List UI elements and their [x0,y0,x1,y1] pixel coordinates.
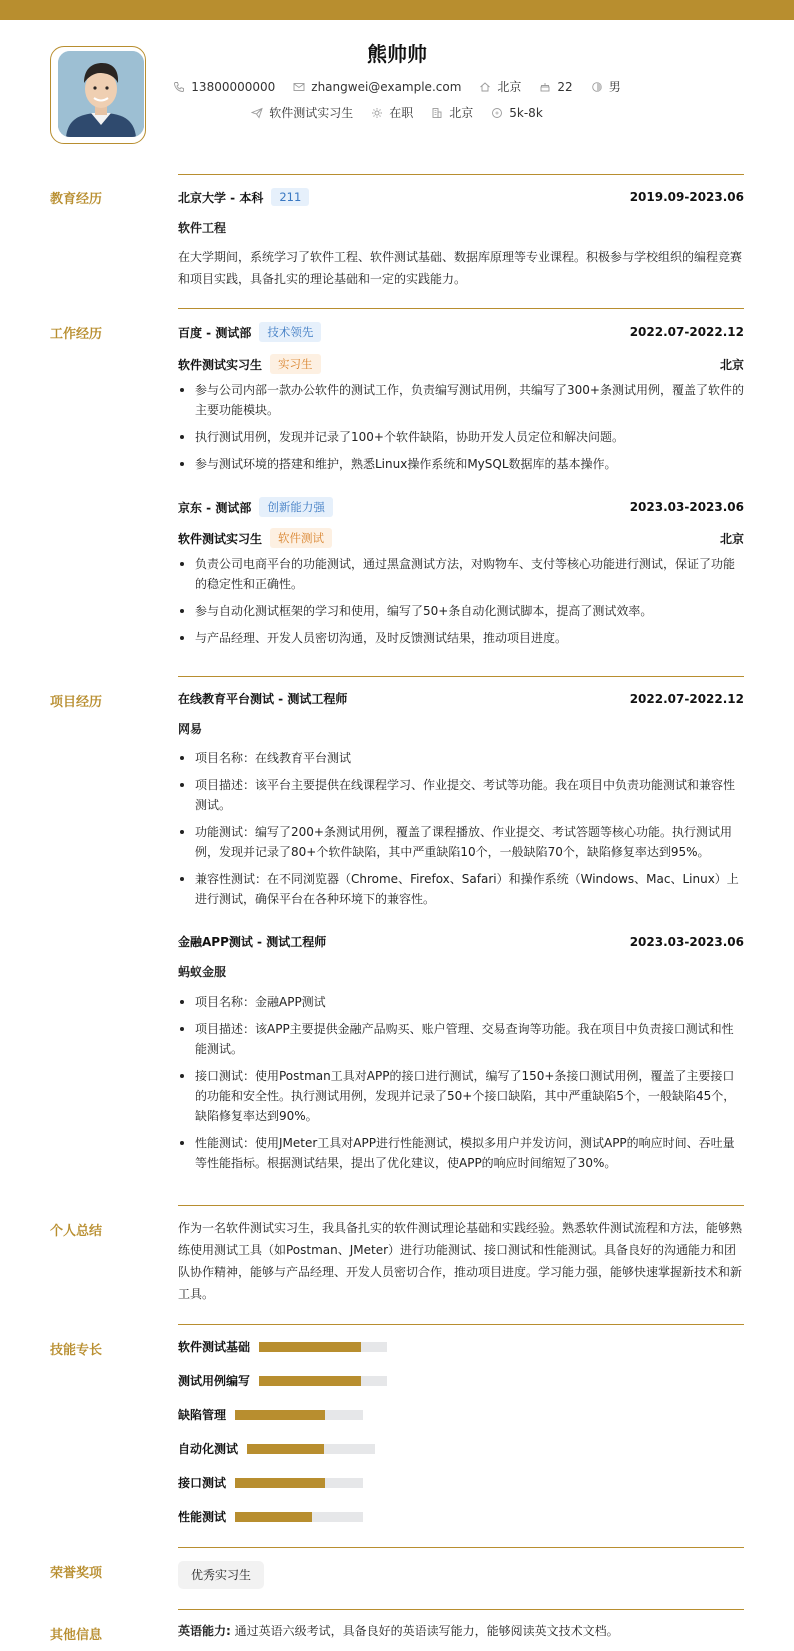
section-title-other: 其他信息 [50,1628,103,1643]
list-item: 参与测试环境的搭建和维护，熟悉Linux操作系统和MySQL数据库的基本操作。 [178,454,744,474]
home-icon [479,81,491,93]
building-icon [431,107,443,119]
education-description: 在大学期间，系统学习了软件工程、软件测试基础、数据库原理等专业课程。积极参与学校组织的编程竞赛和项目实践，具备扎实的理论基础和一定的实践能力。 [178,250,743,286]
list-item: 执行测试用例，发现并记录了100+个软件缺陷，协助开发人员定位和解决问题。 [178,427,744,447]
email-text: zhangwei@example.com [311,79,462,94]
list-item: 项目名称：金融APP测试 [178,992,744,1012]
cake-icon [539,81,551,93]
city-text: 北京 [497,80,522,94]
divider [178,676,744,677]
skill-bar-fill [235,1512,312,1522]
skill-name: 性能测试 [178,1510,227,1524]
gender-item [591,78,621,95]
divider [178,1324,744,1325]
work-position-2 [178,528,744,548]
gear-icon [371,107,383,119]
project-header-2 [178,933,744,950]
coin-icon [491,107,503,119]
job-title-item [251,104,353,121]
list-item: 兼容性测试：在不同浏览器（Chrome、Firefox、Safari）和操作系统（Windows、Mac、Linux）上进行测试，确保平台在各种环境下的兼容性。 [178,869,744,909]
position-title: 软件测试实习生 [178,357,263,372]
education-header [178,188,744,206]
list-item: 项目描述：该平台主要提供在线课程学习、作业提交、考试等功能。我在项目中负责功能测试和兼容性测试。 [178,775,744,815]
top-accent-bar [0,0,794,20]
city-item [479,78,521,95]
skill-bar-fill [235,1478,325,1488]
project-bullets-1 [178,748,744,916]
list-item: 接口测试：使用Postman工具对APP的接口进行测试，编写了150+条接口测试用例，覆盖了主要接口的功能和安全性。执行测试用例，发现并记录了50+个接口缺陷，其中严重缺陷5个，一般缺陷45个，缺陷修复率达到90%。 [178,1066,744,1126]
skill-bar [259,1376,387,1386]
skill-bar-fill [235,1410,325,1420]
list-item: 参与公司内部一款办公软件的测试工作，负责编写测试用例，共编写了300+条测试用例，覆盖了软件的主要功能模块。 [178,380,744,420]
section-title-education: 教育经历 [50,192,103,207]
section-title-projects: 项目经历 [50,695,103,710]
work-location: 北京 [719,531,744,546]
age-text: 22 [557,79,573,94]
divider [178,1547,744,1548]
position-title: 软件测试实习生 [178,531,263,546]
project-header-1 [178,690,744,707]
divider [178,174,744,175]
work-dates: 2023.03-2023.06 [629,500,744,514]
company-name: 百度 - 测试部 [178,325,252,340]
job-title-text: 软件测试实习生 [269,106,354,120]
project-org: 网易 [178,722,203,736]
work-header-2 [178,497,744,517]
contact-info-row [0,78,794,95]
skill-name: 自动化测试 [178,1442,239,1456]
project-dates: 2022.07-2022.12 [629,691,744,706]
skill-bar [259,1342,387,1352]
section-title-summary: 个人总结 [50,1224,103,1239]
position-tag: 实习生 [270,354,321,374]
skill-bar-fill [259,1342,361,1352]
summary-text: 作为一名软件测试实习生，我具备扎实的软件测试理论基础和实践经验。熟悉软件测试流程和方法，能够熟练使用测试工具（如Postman、JMeter）进行功能测试、接口测试和性能测试。具备良好的沟通能力和团队协作精神，能够与产品经理、开发人员密切合作，推动项目进度。学习能力强，能够快速掌握新技术和新工具。 [178,1221,743,1301]
target-city-text: 北京 [449,106,474,120]
company-tag: 技术领先 [259,322,321,342]
list-item: 项目描述：该APP主要提供金融产品购买、账户管理、交易查询等功能。我在项目中负责接口测试和性能测试。 [178,1019,744,1059]
skill-item [178,1474,363,1491]
section-title-skills: 技能专长 [50,1343,103,1358]
divider [178,1609,744,1610]
skill-item [178,1338,387,1355]
school-name: 北京大学 - 本科 [178,190,264,205]
list-item: 性能测试：使用JMeter工具对APP进行性能测试，模拟多用户并发访问，测试APP的响应时间、吞吐量等性能指标。根据测试结果，提出了优化建议，使APP的响应时间缩短了30%。 [178,1133,744,1173]
section-title-honors: 荣誉奖项 [50,1566,103,1581]
skill-item [178,1406,363,1423]
skill-item [178,1508,363,1525]
phone-item [173,78,275,95]
position-tag: 软件测试 [270,528,332,548]
salary-text: 5k-8k [509,105,543,120]
skill-bar [235,1512,363,1522]
age-item [539,78,572,95]
candidate-name: 熊帅帅 [367,42,427,66]
work-bullets-2 [178,554,744,655]
work-header-1 [178,322,744,342]
skill-item [178,1372,387,1389]
list-item: 与产品经理、开发人员密切沟通，及时反馈测试结果，推动项目进度。 [178,628,744,648]
divider [178,1205,744,1206]
skill-bar-fill [259,1376,361,1386]
education-major: 软件工程 [178,221,227,235]
school-tag: 211 [271,188,309,206]
project-org: 蚂蚁金服 [178,965,227,979]
phone-text: 13800000000 [191,79,276,94]
section-title-work: 工作经历 [50,327,103,342]
other-label: 英语能力: [178,1624,231,1638]
work-position-1 [178,354,744,374]
company-name: 京东 - 测试部 [178,500,252,515]
skill-bar [235,1410,363,1420]
list-item: 负责公司电商平台的功能测试，通过黑盒测试方法，对购物车、支付等核心功能进行测试，保证了功能的稳定性和正确性。 [178,554,744,594]
project-title: 在线教育平台测试 - 测试工程师 [178,692,348,706]
work-bullets-1 [178,380,744,481]
education-dates: 2019.09-2023.06 [629,190,744,204]
other-text: 通过英语六级考试，具备良好的英语读写能力，能够阅读英文技术文档。 [234,1624,619,1638]
list-item: 功能测试：编写了200+条测试用例，覆盖了课程播放、作业提交、考试答题等核心功能。执行测试用例，发现并记录了80+个软件缺陷，其中严重缺陷10个，一般缺陷70个，缺陷修复率达到95%。 [178,822,744,862]
gender-text: 男 [608,80,621,94]
mail-icon [293,81,305,93]
project-title: 金融APP测试 - 测试工程师 [178,935,327,949]
other-info [178,1620,744,1642]
skill-bar [235,1478,363,1488]
skill-item [178,1440,375,1457]
skill-name: 软件测试基础 [178,1340,251,1354]
status-text: 在职 [389,106,414,120]
work-dates: 2022.07-2022.12 [629,325,744,339]
list-item: 参与自动化测试框架的学习和使用，编写了50+条自动化测试脚本，提高了测试效率。 [178,601,744,621]
send-icon [251,107,263,119]
project-bullets-2 [178,992,744,1180]
skill-name: 接口测试 [178,1476,227,1490]
phone-icon [173,81,185,93]
skill-bar-fill [247,1444,324,1454]
salary-item [491,104,543,121]
skill-name: 测试用例编写 [178,1374,251,1388]
skill-name: 缺陷管理 [178,1408,227,1422]
status-item [371,104,413,121]
honor-chip: 优秀实习生 [178,1561,264,1589]
skill-bar [247,1444,375,1454]
list-item: 项目名称：在线教育平台测试 [178,748,744,768]
work-location: 北京 [719,357,744,372]
target-city-item [431,104,473,121]
gender-icon [591,81,603,93]
divider [178,308,744,309]
email-item [293,78,461,95]
project-dates: 2023.03-2023.06 [629,934,744,949]
job-info-row [0,104,794,121]
company-tag: 创新能力强 [259,497,333,517]
